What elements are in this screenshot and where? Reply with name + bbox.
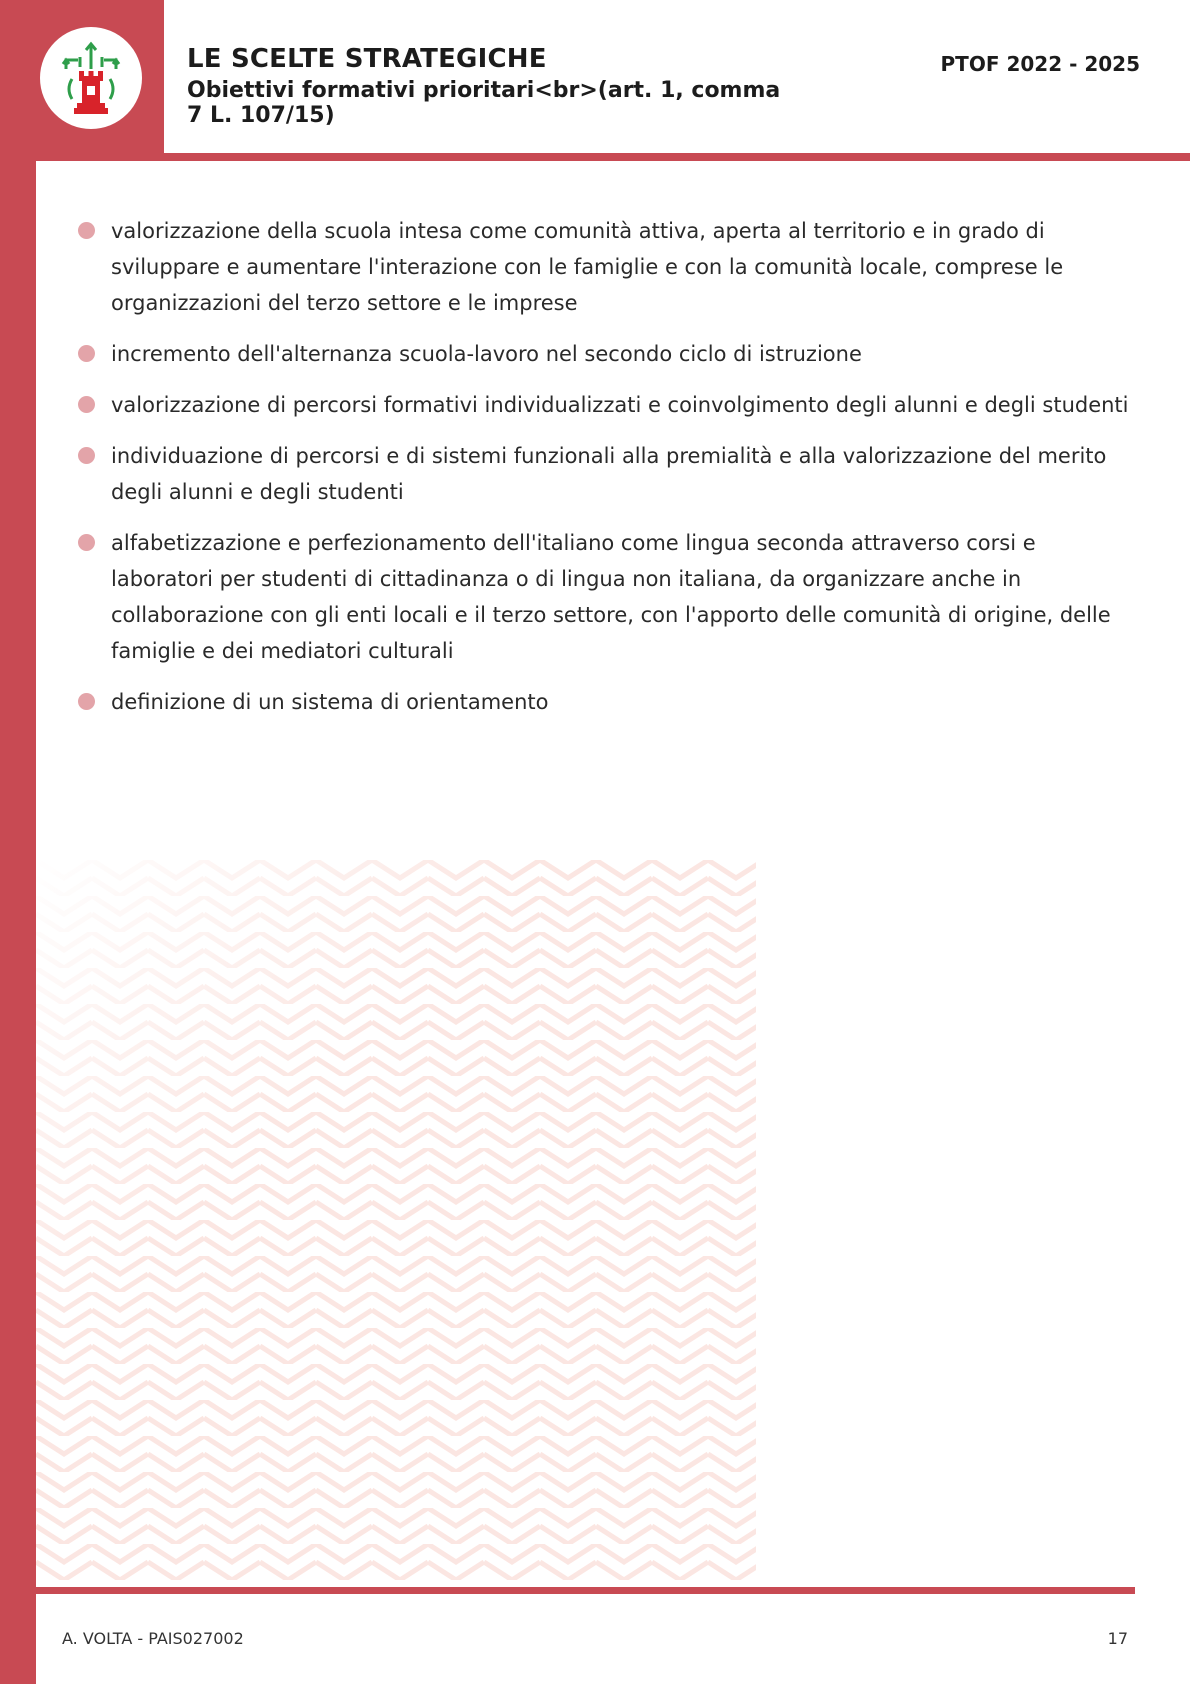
list-item bbox=[76, 336, 1136, 372]
list-item-text: incremento dell'alternanza scuola-lavoro nel secondo ciclo di istruzione bbox=[111, 342, 862, 366]
list-item bbox=[76, 684, 1136, 720]
bullet-icon bbox=[78, 447, 95, 464]
header-rule-right bbox=[164, 153, 1190, 161]
list-item-text: individuazione di percorsi e di sistemi funzionali alla premialità e alla valorizzazione del merito degli alunni e degli studenti bbox=[111, 444, 1107, 504]
page-subtitle: Obiettivi formativi prioritari<br>(art. 1, comma 7 L. 107/15) bbox=[187, 78, 781, 128]
bullet-icon bbox=[78, 222, 95, 239]
bullet-icon bbox=[78, 534, 95, 551]
chevron-background-pattern bbox=[36, 860, 756, 1580]
list-item bbox=[76, 438, 1136, 510]
objectives-list bbox=[76, 213, 1136, 735]
list-item-text: valorizzazione della scuola intesa come comunità attiva, aperta al territorio e in grado di sviluppare e aumentare l'interazione con le famiglie e con la comunità locale, comprese le organizzazioni del terzo settore e le imprese bbox=[111, 219, 1064, 315]
page-number: 17 bbox=[1107, 1629, 1128, 1648]
footer-rule bbox=[36, 1587, 1135, 1594]
list-item-text: alfabetizzazione e perfezionamento dell'italiano come lingua seconda attraverso corsi e laboratori per studenti di cittadinanza o di lingua non italiana, da organizzare anche in collaborazione con gli enti locali e il terzo settore, con l'apporto delle comunità di origine, delle famiglie e dei mediatori culturali bbox=[111, 531, 1111, 663]
page-title: LE SCELTE STRATEGICHE bbox=[187, 44, 547, 74]
document-label: PTOF 2022 - 2025 bbox=[940, 52, 1140, 76]
footer-school: A. VOLTA - PAIS027002 bbox=[62, 1629, 244, 1648]
bullet-icon bbox=[78, 693, 95, 710]
school-tower-logo-icon bbox=[40, 27, 142, 129]
header-rule bbox=[36, 153, 164, 161]
bullet-icon bbox=[78, 345, 95, 362]
left-accent-bar bbox=[0, 0, 36, 1684]
list-item bbox=[76, 525, 1136, 669]
list-item-text: definizione di un sistema di orientamento bbox=[111, 690, 549, 714]
list-item bbox=[76, 213, 1136, 321]
bullet-icon bbox=[78, 396, 95, 413]
list-item-text: valorizzazione di percorsi formativi individualizzati e coinvolgimento degli alunni e degli studenti bbox=[111, 393, 1129, 417]
list-item bbox=[76, 387, 1136, 423]
